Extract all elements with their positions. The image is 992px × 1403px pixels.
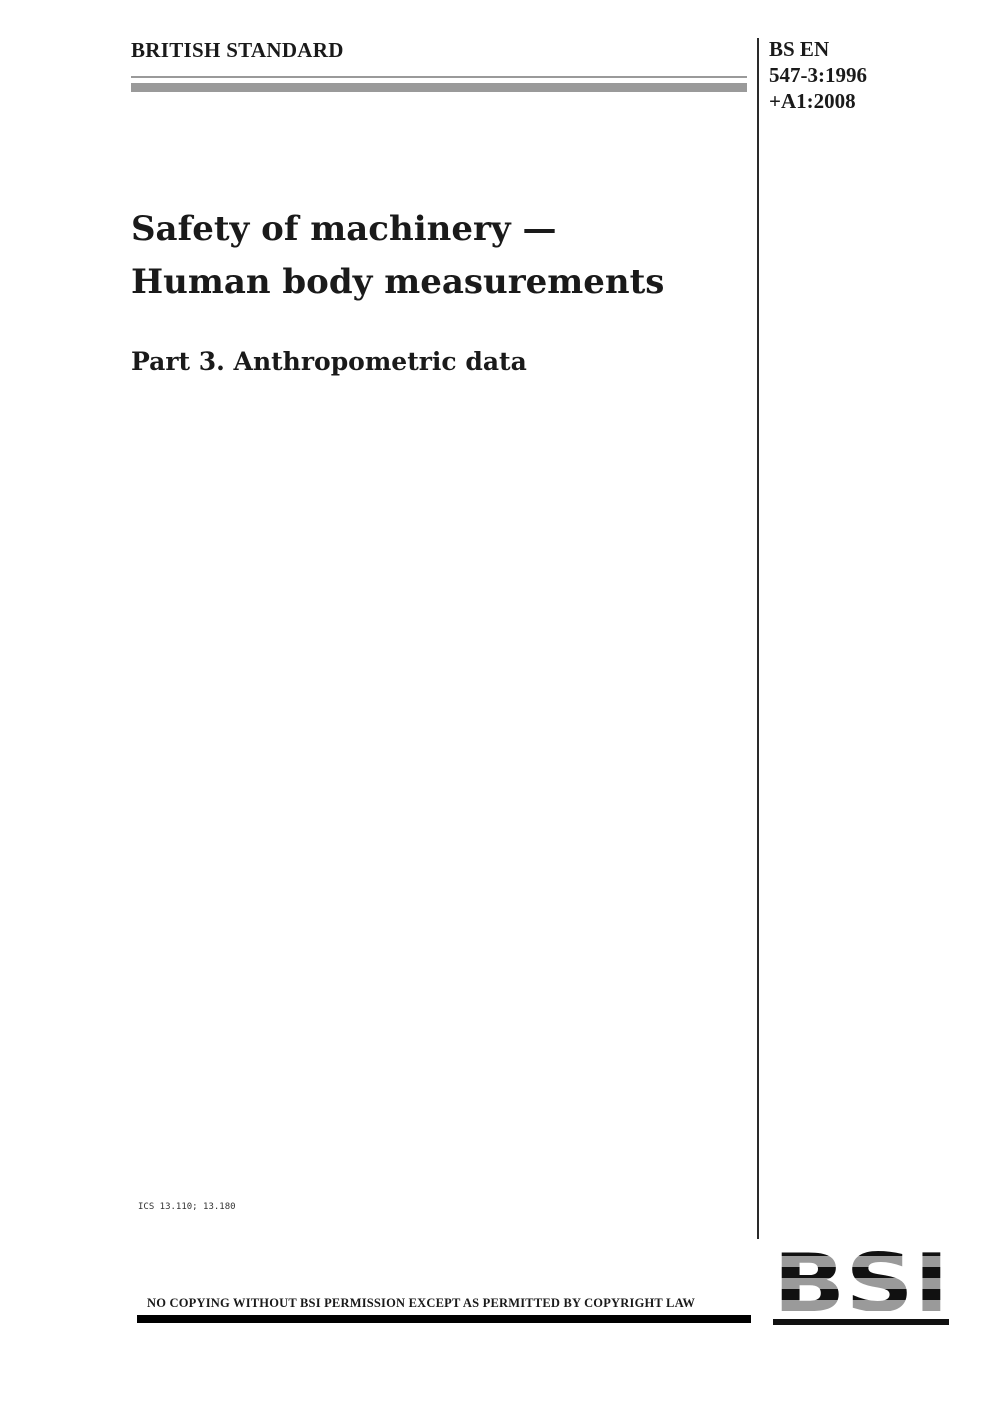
standard-number-line: BS EN bbox=[769, 37, 830, 61]
standard-number-line: 547-3:1996 bbox=[769, 63, 867, 87]
standard-type-label: BRITISH STANDARD bbox=[131, 38, 344, 62]
margin-divider bbox=[757, 38, 759, 1239]
header-rule-thick bbox=[131, 83, 747, 92]
standard-number bbox=[769, 36, 867, 114]
title-line: Human body measurements bbox=[131, 262, 665, 302]
document-subtitle: Part 3. Anthropometric data bbox=[131, 347, 527, 376]
header-rule-thin bbox=[131, 76, 747, 78]
ics-code: ICS 13.110; 13.180 bbox=[138, 1202, 236, 1212]
bsi-logo-icon bbox=[773, 1245, 949, 1325]
document-title bbox=[131, 203, 664, 309]
logo-underline bbox=[773, 1319, 949, 1325]
title-line: Safety of machinery — bbox=[131, 209, 557, 249]
copyright-notice: NO COPYING WITHOUT BSI PERMISSION EXCEPT AS PERMITTED BY COPYRIGHT LAW bbox=[147, 1296, 696, 1310]
footer-rule bbox=[137, 1315, 751, 1323]
standard-number-line: +A1:2008 bbox=[769, 89, 856, 113]
